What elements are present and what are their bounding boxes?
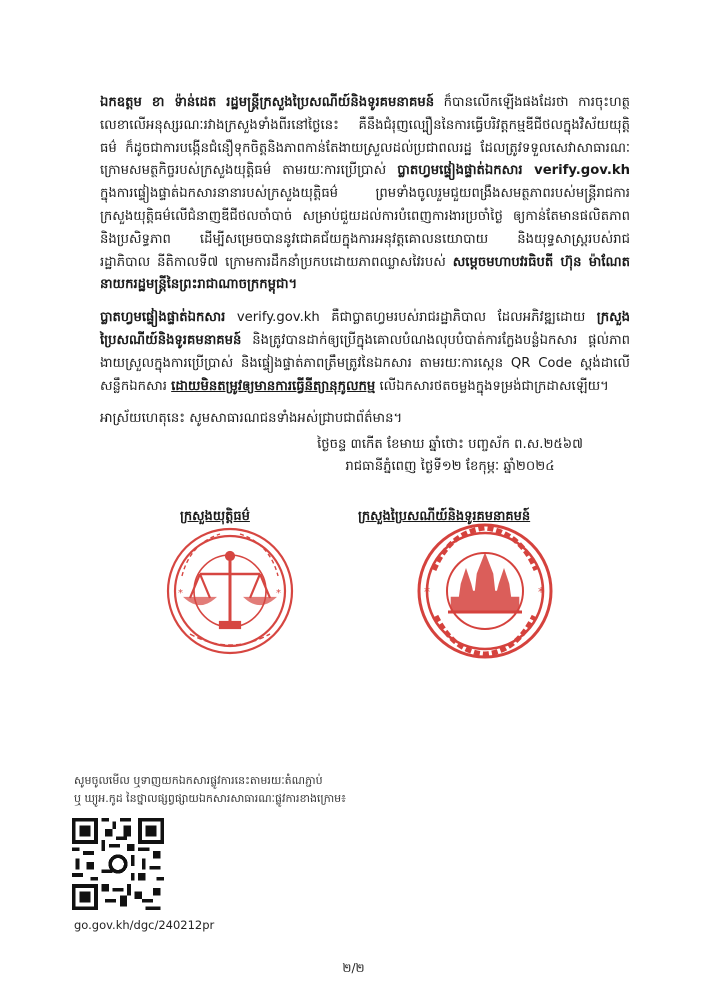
svg-text:*: *	[276, 588, 281, 599]
justice-ministry-seal	[160, 516, 300, 666]
svg-text:*: *	[178, 588, 183, 599]
footer-note-line-1: សូមចូលមើល ឬទាញយកឯកសារផ្លូវការនេះតាមរយៈតំណភ្ជាប់	[74, 774, 323, 787]
paragraph-2	[100, 307, 630, 398]
prime-minister-title: សម្តេចមហាបវរធិបតី ហ៊ុន ម៉ាណែត នាយករដ្ឋមន្ត្រីនៃព្រះរាជាណាចក្រកម្ពុជា។	[100, 254, 630, 293]
lunar-date: ថ្ងៃចន្ទ ៣កើត ខែមាឃ ឆ្នាំថោះ បញ្ចស័ក ព.ស.២៥៦៧	[317, 437, 583, 452]
ptc-ministry-seal	[410, 512, 560, 670]
platform-name: ប្លាតហ្វមផ្ទៀងផ្ទាត់ឯកសារ verify.gov.kh	[397, 163, 630, 179]
minister-name: ឯកឧត្តម ខា ទ៉ាន់ដេត រដ្ឋមន្ត្រីក្រសួងប្រៃសណីយ៍និងទូរគមនាគមន៍	[100, 95, 435, 110]
ptc-ministry-label: ក្រសួងប្រៃសណីយ៍និងទូរគមនាគមន៍	[358, 509, 531, 524]
footer-note-line-2: ឬ ឃ្យូអ.កូដ នៃថ្នាលផ្សព្វផ្សាយឯកសារសាធារណៈផ្លូវការខាងក្រោម៖	[74, 792, 346, 805]
ministry-name: ក្រសួងប្រៃសណីយ៍និងទូរគមនាគមន៍	[100, 310, 630, 348]
paragraph-1-text-a: ក៏បានលើកឡើងផងដែរថា ការចុះហត្ថលេខាលើអនុស្សរណៈរវាងក្រសួងទាំងពីរនៅថ្ងៃនេះ គឺនឹងជំរុញល្បឿននៃការធ្វើបរិវត្តកម្មឌីជីថលក្នុងវិស័យយុត្តិធម៌ ក៏ដូចជាការបង្កើនជំនឿទុកចិត្តនិងភាពកាន់តែងាយស្រួលដល់ប្រជាពលរដ្ឋ ដែលត្រូវទទួលសេវាសាធារណៈក្រោមសមត្ថកិច្ចរបស់ក្រសួងយុត្តិធម៌ តាមរយៈការប្រើប្រាស់	[100, 95, 630, 179]
paragraph-1	[100, 92, 630, 297]
paragraph-2-text-c: លើឯកសារថតចម្លងក្នុងទម្រង់ជាក្រដាសឡើយ។	[375, 378, 609, 394]
closing-line: អាស្រ័យហេតុនេះ សូមសាធារណជនទាំងអស់ជ្រាបជាព័ត៌មាន។	[100, 411, 403, 427]
qr-code[interactable]	[72, 818, 164, 910]
qr-url[interactable]: go.gov.kh/dgc/240212pr	[74, 918, 215, 932]
platform-label: ប្លាតហ្វមផ្ទៀងផ្ទាត់ឯកសារ	[100, 310, 226, 326]
solar-date: រាជធានីភ្នំពេញ ថ្ងៃទី១២ ខែកុម្ភៈ ឆ្នាំ២០២៤	[345, 459, 555, 474]
paragraph-2-text-b: និងត្រូវបានដាក់ឲ្យប្រើក្នុងគោលបំណងលុបបំបាត់ការក្លែងបន្លំឯកសារ ផ្តល់ភាពងាយស្រួលក្នុងការប្រើប្រាស់ និងផ្ទៀងផ្ទាត់ភាពត្រឹមត្រូវនៃឯកសារ តាមរយៈការស្កេន QR Code ស្តង់ដាលើសន្លឹកឯកសារ	[100, 332, 630, 394]
press-release-body	[100, 92, 630, 441]
paragraph-2-text-a: verify.gov.kh គឺជាប្លាតហ្វមរបស់រាជរដ្ឋាភិបាល ដែលអភិវឌ្ឍដោយ	[225, 310, 597, 326]
footer-note	[74, 772, 374, 808]
page-number: ២/២	[342, 961, 365, 975]
svg-text:*: *	[424, 585, 430, 599]
no-notarization-note: ដោយមិនតម្រូវឲ្យមានការធ្វើនីត្យានុកូលកម្ម	[171, 378, 376, 394]
svg-text:*: *	[538, 585, 544, 599]
justice-ministry-label: ក្រសួងយុត្តិធម៌	[180, 509, 250, 524]
date-block	[270, 434, 630, 478]
paragraph-1-text-b: ក្នុងការផ្ទៀងផ្ទាត់ឯកសារនានារបស់ក្រសួងយុត្តិធម៌ ព្រមទាំងចូលរួមជួយពង្រឹងសមត្ថភាពរបស់មន្ត្រីរាជការក្រសួងយុត្តិធម៌លើជំនាញឌីជីថលចាំបាច់ សម្រាប់ជួយដល់ការបំពេញការងារប្រចាំថ្ងៃ ឲ្យកាន់តែមានផលិតភាពនិងប្រសិទ្ធភាព ដើម្បីសម្រេចបាននូវជោគជ័យក្នុងការអនុវត្តគោលនយោបាយ និងយុទ្ធសាស្ត្ររបស់រាជរដ្ឋាភិបាល នីតិកាលទី៧ ក្រោមការដឹកនាំប្រកបដោយភាពឈ្លាសវៃរបស់	[100, 186, 630, 270]
